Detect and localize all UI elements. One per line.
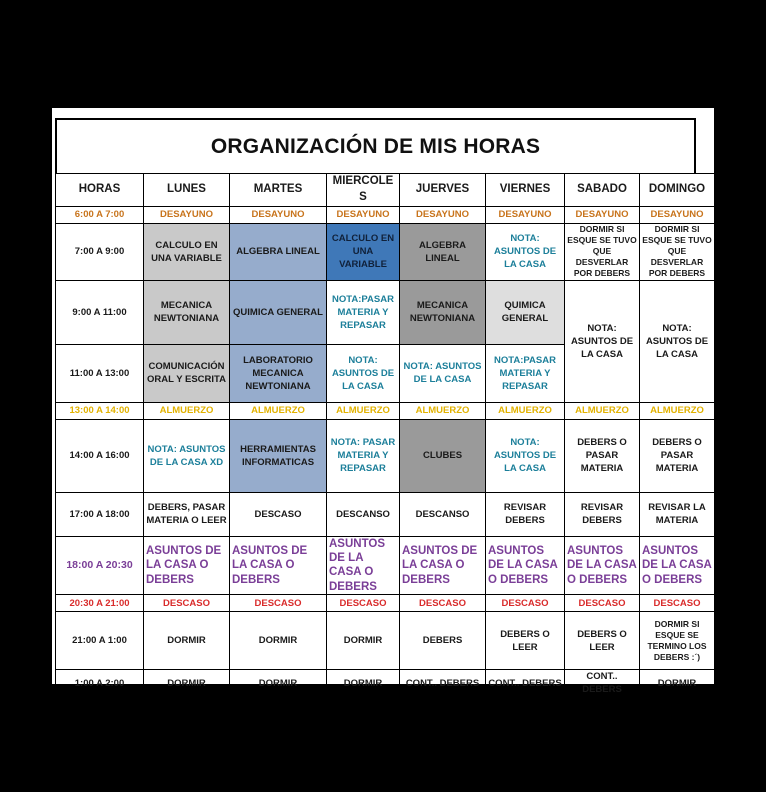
schedule-cell: DEBERS O LEER xyxy=(486,612,565,670)
schedule-cell: NOTA: ASUNTOS DE LA CASA xyxy=(400,344,486,402)
row-1-2 xyxy=(56,670,715,697)
schedule-cell: DORMIR xyxy=(144,612,230,670)
row-almuerzo xyxy=(56,402,715,419)
schedule-cell: DESCASO xyxy=(230,595,327,612)
time-cell: 18:00 A 20:30 xyxy=(56,536,144,595)
schedule-table xyxy=(55,173,715,697)
schedule-cell: ALGEBRA LINEAL xyxy=(230,223,327,280)
schedule-cell: MECANICA NEWTONIANA xyxy=(144,280,230,344)
header-domingo: DOMINGO xyxy=(640,174,715,207)
schedule-cell: REVISAR DEBERS xyxy=(565,492,640,536)
schedule-cell: NOTA: ASUNTOS DE LA CASA xyxy=(565,280,640,402)
schedule-cell: ALMUERZO xyxy=(230,402,327,419)
schedule-cell: CONT.. DEBERS xyxy=(565,670,640,697)
schedule-cell: ASUNTOS DE LA CASA O DEBERS xyxy=(486,536,565,595)
schedule-cell: NOTA:PASAR MATERIA Y REPASAR xyxy=(486,344,565,402)
row-17-18 xyxy=(56,492,715,536)
time-cell: 20:30 A 21:00 xyxy=(56,595,144,612)
schedule-cell: ASUNTOS DE LA CASA O DEBERS xyxy=(565,536,640,595)
schedule-cell: DESCASO xyxy=(640,595,715,612)
schedule-cell: DORMIR xyxy=(230,612,327,670)
schedule-cell: DESAYUNO xyxy=(144,206,230,223)
time-cell: 9:00 A 11:00 xyxy=(56,280,144,344)
header-horas: HORAS xyxy=(56,174,144,207)
schedule-cell: DEBERS O LEER xyxy=(565,612,640,670)
row-9-11 xyxy=(56,280,715,344)
schedule-cell: LABORATORIO MECANICA NEWTONIANA xyxy=(230,344,327,402)
schedule-cell: DORMIR xyxy=(230,670,327,697)
schedule-cell: ALMUERZO xyxy=(565,402,640,419)
time-cell: 17:00 A 18:00 xyxy=(56,492,144,536)
time-cell: 13:00 A 14:00 xyxy=(56,402,144,419)
time-cell: 6:00 A 7:00 xyxy=(56,206,144,223)
schedule-cell: ASUNTOS DE LA CASA O DEBERS xyxy=(327,536,400,595)
schedule-cell: DESCASO xyxy=(327,595,400,612)
schedule-cell: DESAYUNO xyxy=(400,206,486,223)
schedule-cell: CALCULO EN UNA VARIABLE xyxy=(327,223,400,280)
schedule-cell: DORMIR SI ESQUE SE TUVO QUE DESVERLAR POR DEBERS xyxy=(640,223,715,280)
schedule-cell: NOTA:PASAR MATERIA Y REPASAR xyxy=(327,280,400,344)
header-lunes: LUNES xyxy=(144,174,230,207)
schedule-cell: ASUNTOS DE LA CASA O DEBERS xyxy=(230,536,327,595)
schedule-cell: DESCASO xyxy=(144,595,230,612)
schedule-cell: DEBERS, PASAR MATERIA O LEER xyxy=(144,492,230,536)
row-desayuno xyxy=(56,206,715,223)
header-row xyxy=(56,174,715,207)
schedule-cell: ASUNTOS DE LA CASA O DEBERS xyxy=(144,536,230,595)
header-martes: MARTES xyxy=(230,174,327,207)
schedule-cell: DESCASO xyxy=(486,595,565,612)
schedule-cell: DORMIR xyxy=(144,670,230,697)
schedule-cell: MECANICA NEWTONIANA xyxy=(400,280,486,344)
schedule-cell: DESCASO xyxy=(400,595,486,612)
schedule-cell: DESAYUNO xyxy=(230,206,327,223)
header-sabado: SABADO xyxy=(565,174,640,207)
schedule-cell: NOTA: ASUNTOS DE LA CASA xyxy=(640,280,715,402)
header-jueves: JUERVES xyxy=(400,174,486,207)
time-cell: 11:00 A 13:00 xyxy=(56,344,144,402)
row-descaso xyxy=(56,595,715,612)
schedule-cell: DESAYUNO xyxy=(327,206,400,223)
row-14-16 xyxy=(56,419,715,492)
schedule-cell: DORMIR SI ESQUE SE TUVO QUE DESVERLAR POR DEBERS xyxy=(565,223,640,280)
schedule-cell: ALMUERZO xyxy=(640,402,715,419)
time-cell: 7:00 A 9:00 xyxy=(56,223,144,280)
title-banner xyxy=(55,118,696,173)
schedule-cell: NOTA: ASUNTOS DE LA CASA XD xyxy=(144,419,230,492)
page-title: ORGANIZACIÓN DE MIS HORAS xyxy=(210,134,541,158)
schedule-cell: DESCANSO xyxy=(327,492,400,536)
time-cell: 21:00 A 1:00 xyxy=(56,612,144,670)
schedule-cell: DESAYUNO xyxy=(565,206,640,223)
schedule-cell: REVISAR LA MATERIA xyxy=(640,492,715,536)
schedule-cell: CONT.. DEBERS xyxy=(400,670,486,697)
schedule-cell: DEBERS O PASAR MATERIA xyxy=(565,419,640,492)
schedule-cell: ALGEBRA LINEAL xyxy=(400,223,486,280)
schedule-cell: ALMUERZO xyxy=(486,402,565,419)
schedule-cell: NOTA: ASUNTOS DE LA CASA xyxy=(486,419,565,492)
schedule-cell: DORMIR xyxy=(327,670,400,697)
schedule-cell: NOTA: ASUNTOS DE LA CASA xyxy=(327,344,400,402)
schedule-cell: DESCASO xyxy=(565,595,640,612)
schedule-cell: ASUNTOS DE LA CASA O DEBERS xyxy=(640,536,715,595)
header-viernes: VIERNES xyxy=(486,174,565,207)
schedule-cell: QUIMICA GENERAL xyxy=(230,280,327,344)
schedule-cell: ASUNTOS DE LA CASA O DEBERS xyxy=(400,536,486,595)
schedule-cell: ALMUERZO xyxy=(400,402,486,419)
schedule-cell: NOTA: ASUNTOS DE LA CASA xyxy=(486,223,565,280)
time-cell: 1:00 A 2:00 xyxy=(56,670,144,697)
row-7-9 xyxy=(56,223,715,280)
schedule-cell: NOTA: PASAR MATERIA Y REPASAR xyxy=(327,419,400,492)
schedule-cell: COMUNICACIÓN ORAL Y ESCRITA xyxy=(144,344,230,402)
row-21-1 xyxy=(56,612,715,670)
schedule-cell: DORMIR xyxy=(640,670,715,697)
schedule-cell: DORMIR SI ESQUE SE TERMINO LOS DEBERS :´) xyxy=(640,612,715,670)
schedule-cell: QUIMICA GENERAL xyxy=(486,280,565,344)
row-18-2030 xyxy=(56,536,715,595)
schedule-cell: ALMUERZO xyxy=(327,402,400,419)
time-cell: 14:00 A 16:00 xyxy=(56,419,144,492)
schedule-cell: DORMIR xyxy=(327,612,400,670)
schedule-cell: REVISAR DEBERS xyxy=(486,492,565,536)
schedule-cell: CALCULO EN UNA VARIABLE xyxy=(144,223,230,280)
schedule-cell: ALMUERZO xyxy=(144,402,230,419)
schedule-cell: DEBERS O PASAR MATERIA xyxy=(640,419,715,492)
schedule-cell: DEBERS xyxy=(400,612,486,670)
schedule-cell: DESAYUNO xyxy=(640,206,715,223)
schedule-cell: CONT.. DEBERS xyxy=(486,670,565,697)
schedule-cell: HERRAMIENTAS INFORMATICAS xyxy=(230,419,327,492)
schedule-cell: DESAYUNO xyxy=(486,206,565,223)
schedule-cell: CLUBES xyxy=(400,419,486,492)
header-miercoles: MIERCOLES xyxy=(327,174,400,207)
schedule-cell: DESCASO xyxy=(230,492,327,536)
schedule-cell: DESCANSO xyxy=(400,492,486,536)
